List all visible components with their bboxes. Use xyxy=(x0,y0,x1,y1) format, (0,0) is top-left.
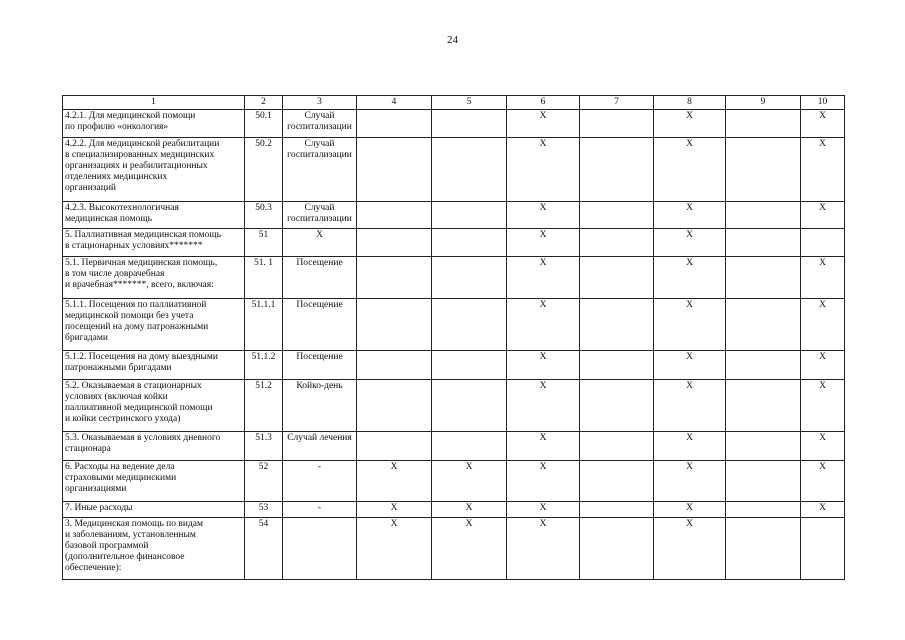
column-header: 8 xyxy=(654,96,726,110)
row-code: 51.1.2 xyxy=(245,351,283,380)
cell-col-7 xyxy=(580,502,654,518)
cell-col-10: X xyxy=(801,380,845,432)
table-row xyxy=(63,380,845,432)
cell-col-9 xyxy=(726,380,801,432)
row-code: 50.1 xyxy=(245,110,283,138)
column-header: 5 xyxy=(432,96,507,110)
row-unit: Случай госпитализации xyxy=(283,202,357,229)
cell-col-6: X xyxy=(507,138,580,202)
row-unit: - xyxy=(283,502,357,518)
cell-col-4 xyxy=(357,257,432,299)
table-row xyxy=(63,138,845,202)
page-number: 24 xyxy=(447,34,458,46)
cell-col-8: X xyxy=(654,229,726,257)
cell-col-8: X xyxy=(654,432,726,461)
cell-col-10: X xyxy=(801,257,845,299)
cell-col-6: X xyxy=(507,351,580,380)
cell-col-10: X xyxy=(801,110,845,138)
cell-col-4 xyxy=(357,229,432,257)
cell-col-6: X xyxy=(507,229,580,257)
row-unit: - xyxy=(283,461,357,502)
column-header: 10 xyxy=(801,96,845,110)
cell-col-9 xyxy=(726,202,801,229)
cell-col-8: X xyxy=(654,202,726,229)
cell-col-5: X xyxy=(432,518,507,580)
column-header: 2 xyxy=(245,96,283,110)
cell-col-4: X xyxy=(357,502,432,518)
row-unit: Случай госпитализации xyxy=(283,110,357,138)
column-header: 3 xyxy=(283,96,357,110)
cell-col-4 xyxy=(357,351,432,380)
cell-col-9 xyxy=(726,432,801,461)
row-code: 51.2 xyxy=(245,380,283,432)
cell-col-9 xyxy=(726,257,801,299)
table-body xyxy=(63,110,845,580)
row-description: 6. Расходы на ведение дела страховыми медицинскими организациями xyxy=(63,461,245,502)
cell-col-4: X xyxy=(357,518,432,580)
cell-col-8: X xyxy=(654,502,726,518)
table-row xyxy=(63,229,845,257)
cell-col-9 xyxy=(726,518,801,580)
table-row xyxy=(63,202,845,229)
cell-col-5 xyxy=(432,380,507,432)
row-description: 4.2.1. Для медицинской помощи по профилю «онкология» xyxy=(63,110,245,138)
cell-col-7 xyxy=(580,432,654,461)
row-code: 54 xyxy=(245,518,283,580)
row-description: 5.1.1. Посещения по паллиативной медицинской помощи без учета посещений на дому патронажными бригадами xyxy=(63,299,245,351)
cell-col-5 xyxy=(432,257,507,299)
table-row xyxy=(63,110,845,138)
table-row xyxy=(63,432,845,461)
cell-col-8: X xyxy=(654,138,726,202)
cell-col-9 xyxy=(726,110,801,138)
row-description: 5. Паллиативная медицинская помощь в стационарных условиях******* xyxy=(63,229,245,257)
cell-col-6: X xyxy=(507,110,580,138)
row-code: 53 xyxy=(245,502,283,518)
table-row xyxy=(63,502,845,518)
header-row xyxy=(63,96,845,110)
cell-col-7 xyxy=(580,380,654,432)
cell-col-9 xyxy=(726,461,801,502)
cell-col-4 xyxy=(357,380,432,432)
cell-col-5 xyxy=(432,432,507,461)
cell-col-10: X xyxy=(801,202,845,229)
cell-col-8: X xyxy=(654,380,726,432)
cell-col-8: X xyxy=(654,461,726,502)
column-header: 1 xyxy=(63,96,245,110)
row-unit: Посещение xyxy=(283,257,357,299)
cell-col-5 xyxy=(432,229,507,257)
row-unit: Койко-день xyxy=(283,380,357,432)
cell-col-5 xyxy=(432,110,507,138)
cell-col-7 xyxy=(580,202,654,229)
cell-col-10: X xyxy=(801,432,845,461)
column-header: 9 xyxy=(726,96,801,110)
column-header: 7 xyxy=(580,96,654,110)
row-description: 5.1. Первичная медицинская помощь, в том числе доврачебная и врачебная*******, всего, включая: xyxy=(63,257,245,299)
cell-col-8: X xyxy=(654,351,726,380)
cell-col-9 xyxy=(726,502,801,518)
row-unit: Посещение xyxy=(283,351,357,380)
data-table xyxy=(62,95,845,580)
cell-col-4 xyxy=(357,110,432,138)
cell-col-8: X xyxy=(654,257,726,299)
row-description: 3. Медицинская помощь по видам и заболеваниям, установленным базовой программой (дополнительное финансовое обеспечение): xyxy=(63,518,245,580)
row-description: 4.2.3. Высокотехнологичная медицинская помощь xyxy=(63,202,245,229)
row-description: 7. Иные расходы xyxy=(63,502,245,518)
cell-col-10: X xyxy=(801,299,845,351)
row-description: 5.2. Оказываемая в стационарных условиях (включая койки паллиативной медицинской помощи и койки сестринского ухода) xyxy=(63,380,245,432)
cell-col-5: X xyxy=(432,461,507,502)
cell-col-9 xyxy=(726,351,801,380)
cell-col-9 xyxy=(726,299,801,351)
cell-col-5 xyxy=(432,202,507,229)
cell-col-10 xyxy=(801,229,845,257)
table-row xyxy=(63,461,845,502)
cell-col-6: X xyxy=(507,299,580,351)
table-row xyxy=(63,351,845,380)
cell-col-4 xyxy=(357,138,432,202)
cell-col-9 xyxy=(726,138,801,202)
cell-col-10: X xyxy=(801,351,845,380)
cell-col-10 xyxy=(801,518,845,580)
cell-col-10: X xyxy=(801,138,845,202)
row-code: 51. 1 xyxy=(245,257,283,299)
cell-col-7 xyxy=(580,351,654,380)
row-unit: Случай госпитализации xyxy=(283,138,357,202)
cell-col-7 xyxy=(580,229,654,257)
row-description: 5.3. Оказываемая в условиях дневного стационара xyxy=(63,432,245,461)
row-description: 4.2.2. Для медицинской реабилитации в специализированных медицинских организациях и реабилитационных отделениях медицинских организаций xyxy=(63,138,245,202)
cell-col-7 xyxy=(580,257,654,299)
row-code: 50.3 xyxy=(245,202,283,229)
cell-col-6: X xyxy=(507,380,580,432)
table-row xyxy=(63,257,845,299)
table-row xyxy=(63,518,845,580)
cell-col-7 xyxy=(580,110,654,138)
column-header: 4 xyxy=(357,96,432,110)
row-code: 51.3 xyxy=(245,432,283,461)
cell-col-5 xyxy=(432,299,507,351)
cell-col-10: X xyxy=(801,502,845,518)
cell-col-6: X xyxy=(507,432,580,461)
cell-col-6: X xyxy=(507,257,580,299)
cell-col-10: X xyxy=(801,461,845,502)
cell-col-6: X xyxy=(507,202,580,229)
cell-col-8: X xyxy=(654,299,726,351)
cell-col-5 xyxy=(432,351,507,380)
cell-col-4 xyxy=(357,202,432,229)
row-description: 5.1.2. Посещения на дому выездными патронажными бригадами xyxy=(63,351,245,380)
row-code: 51.1.1 xyxy=(245,299,283,351)
cell-col-5 xyxy=(432,138,507,202)
row-code: 50.2 xyxy=(245,138,283,202)
cell-col-6: X xyxy=(507,502,580,518)
row-unit: Случай лечения xyxy=(283,432,357,461)
row-unit: Посещение xyxy=(283,299,357,351)
cell-col-7 xyxy=(580,461,654,502)
cell-col-7 xyxy=(580,518,654,580)
cell-col-6: X xyxy=(507,461,580,502)
cell-col-9 xyxy=(726,229,801,257)
cell-col-7 xyxy=(580,138,654,202)
row-unit: X xyxy=(283,229,357,257)
cell-col-5: X xyxy=(432,502,507,518)
cell-col-4: X xyxy=(357,461,432,502)
row-code: 52 xyxy=(245,461,283,502)
cell-col-7 xyxy=(580,299,654,351)
row-unit xyxy=(283,518,357,580)
row-code: 51 xyxy=(245,229,283,257)
cell-col-4 xyxy=(357,299,432,351)
column-header: 6 xyxy=(507,96,580,110)
cell-col-8: X xyxy=(654,110,726,138)
table-row xyxy=(63,299,845,351)
cell-col-8: X xyxy=(654,518,726,580)
cell-col-4 xyxy=(357,432,432,461)
cell-col-6: X xyxy=(507,518,580,580)
